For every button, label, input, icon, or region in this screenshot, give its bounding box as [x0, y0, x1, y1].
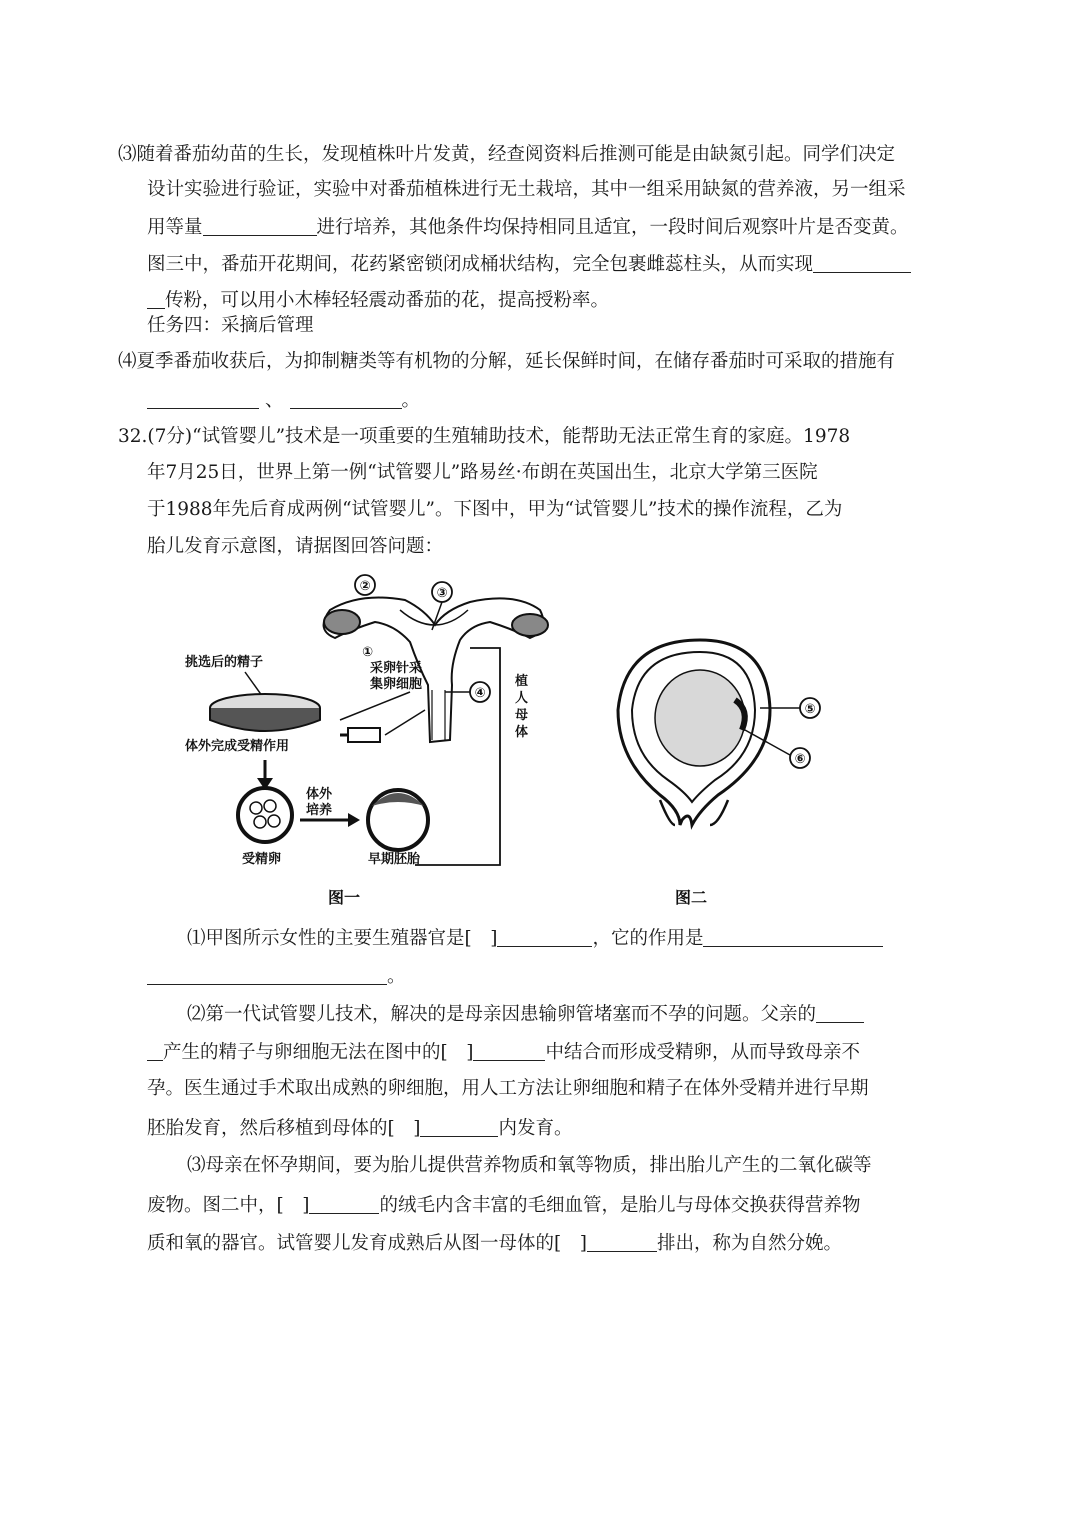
answer-blank[interactable] [813, 254, 911, 273]
text-segment: 胚胎发育，然后移植到母体的[ ] [147, 1118, 421, 1139]
q31-part4-line2 [147, 390, 420, 411]
arrow-head [348, 813, 360, 827]
implant-label-char: 植 [515, 674, 529, 689]
culture-label: 体外 [306, 787, 333, 802]
fetus-diagram [618, 640, 770, 825]
answer-blank[interactable] [473, 1042, 545, 1061]
answer-blank[interactable] [816, 1004, 864, 1023]
text-segment: 传粉，可以用小木棒轻轻震动番茄的花，提高授粉率。 [165, 290, 610, 311]
text-segment: 质和氧的器官。试管婴儿发育成熟后从图一母体的[ ] [147, 1233, 587, 1254]
q32-sub3-line1: ⑶母亲在怀孕期间，要为胎儿提供营养物质和氧等物质，排出胎儿产生的二氧化碳等 [187, 1155, 872, 1176]
answer-blank[interactable] [290, 390, 402, 409]
text-segment: 内发育。 [498, 1118, 573, 1139]
q32-sub2-line4 [147, 1118, 572, 1139]
culture-label: 培养 [306, 803, 333, 818]
implant-label-char: 体 [515, 725, 529, 740]
answer-blank[interactable] [703, 928, 883, 947]
text-segment: 。 [387, 966, 406, 987]
answer-blank[interactable] [497, 928, 592, 947]
text-segment: 进行培养，其他条件均保持相同且适宜，一段时间后观察叶片是否变黄。 [316, 217, 909, 238]
q31-part3-line2: 设计实验进行验证，实验中对番茄植株进行无土栽培，其中一组采用缺氮的营养液，另一组采 [147, 179, 906, 200]
leader-line [432, 602, 442, 630]
early-embryo-icon [368, 790, 428, 850]
q32-sub3-line3 [147, 1233, 842, 1254]
answer-blank[interactable] [420, 1118, 498, 1137]
text-segment: ，它的作用是 [592, 928, 704, 949]
q32-sub2-line1 [187, 1004, 864, 1025]
text-segment: 中结合而形成受精卵，从而导致母亲不 [545, 1042, 860, 1063]
q31-task4-heading: 任务四：采摘后管理 [147, 315, 314, 336]
egg-collect-label: 采卵针采 [370, 661, 423, 676]
text-segment: 废物。图二中，[ ] [147, 1195, 310, 1216]
q32-sub1-line1 [187, 928, 883, 949]
q31-part3-line5 [147, 290, 609, 311]
needle-line [385, 710, 425, 735]
text-segment: 用等量 [147, 217, 203, 238]
q32-sub2-line3: 孕。医生通过手术取出成熟的卵细胞，用人工方法让卵细胞和精子在体外受精并进行早期 [147, 1078, 869, 1099]
embryo-label: 早期胚胎 [368, 852, 421, 867]
figure2-caption: 图二 [675, 888, 708, 907]
q31-part3-line4 [147, 254, 911, 275]
q32-sub3-line2 [147, 1195, 860, 1216]
marker-2-label: ② [359, 579, 371, 594]
text-segment: 图三中，番茄开花期间，花药紧密锁闭成桶状结构，完全包裹雌蕊柱头，从而实现 [147, 254, 814, 275]
needle-line [340, 692, 410, 720]
q31-part3-line1: ⑶随着番茄幼苗的生长，发现植株叶片发黄，经查阅资料后推测可能是由缺氮引起。同学们决定 [118, 144, 896, 165]
marker-3-label: ③ [436, 586, 448, 601]
answer-blank[interactable] [147, 1042, 163, 1061]
sperm-label: 挑选后的精子 [185, 655, 264, 670]
implant-label-char: 母 [515, 708, 529, 723]
ivf-figure [170, 570, 870, 915]
q32-sub1-line2 [147, 966, 406, 987]
q32-intro-line1: 32.(7分)“试管婴儿”技术是一项重要的生殖辅助技术，能帮助无法正常生育的家庭。1978 [118, 426, 851, 447]
text-segment: 排出，称为自然分娩。 [656, 1233, 842, 1254]
marker-5-label: ⑤ [804, 702, 816, 717]
answer-blank[interactable] [587, 1233, 657, 1252]
q32-sub2-line2 [147, 1042, 860, 1063]
syringe-icon [340, 728, 380, 742]
text-segment: ⑴甲图所示女性的主要生殖器官是[ ] [187, 928, 498, 949]
marker-1-label: ① [362, 645, 374, 660]
implant-path [415, 648, 500, 865]
q31-part3-line3 [147, 217, 909, 238]
text-segment: 、 [265, 390, 284, 411]
zygote-icon [238, 788, 292, 842]
marker-6-label: ⑥ [794, 752, 806, 767]
egg-collect-label: 集卵细胞 [370, 677, 423, 692]
ivf-label: 体外完成受精作用 [185, 739, 290, 754]
text-segment: 的绒毛内含丰富的毛细血管，是胎儿与母体交换获得营养物 [379, 1195, 861, 1216]
implant-label-char: 人 [515, 691, 529, 706]
answer-blank[interactable] [147, 966, 387, 985]
text-segment: 。 [401, 390, 421, 411]
figure1-caption: 图一 [328, 888, 361, 907]
marker-4-label: ④ [474, 686, 486, 701]
q32-intro-line4: 胎儿发育示意图，请据图回答问题： [147, 536, 444, 557]
petri-dish-icon [210, 694, 320, 731]
answer-blank[interactable] [147, 390, 259, 409]
text-segment: 产生的精子与卵细胞无法在图中的[ ] [163, 1042, 474, 1063]
zygote-label: 受精卵 [242, 852, 282, 867]
q32-intro-line3: 于1988年先后育成两例“试管婴儿”。下图中，甲为“试管婴儿”技术的操作流程，乙为 [147, 499, 843, 520]
text-segment: ⑵第一代试管婴儿技术，解决的是母亲因患输卵管堵塞而不孕的问题。父亲的 [187, 1004, 817, 1025]
answer-blank[interactable] [147, 290, 165, 309]
q32-intro-line2: 年7月25日，世界上第一例“试管婴儿”路易丝·布朗在英国出生，北京大学第三医院 [147, 462, 818, 483]
answer-blank[interactable] [203, 217, 317, 236]
answer-blank[interactable] [309, 1195, 379, 1214]
q31-part4-line1: ⑷夏季番茄收获后，为抑制糖类等有机物的分解，延长保鲜时间，在储存番茄时可采取的措施有 [118, 351, 896, 372]
